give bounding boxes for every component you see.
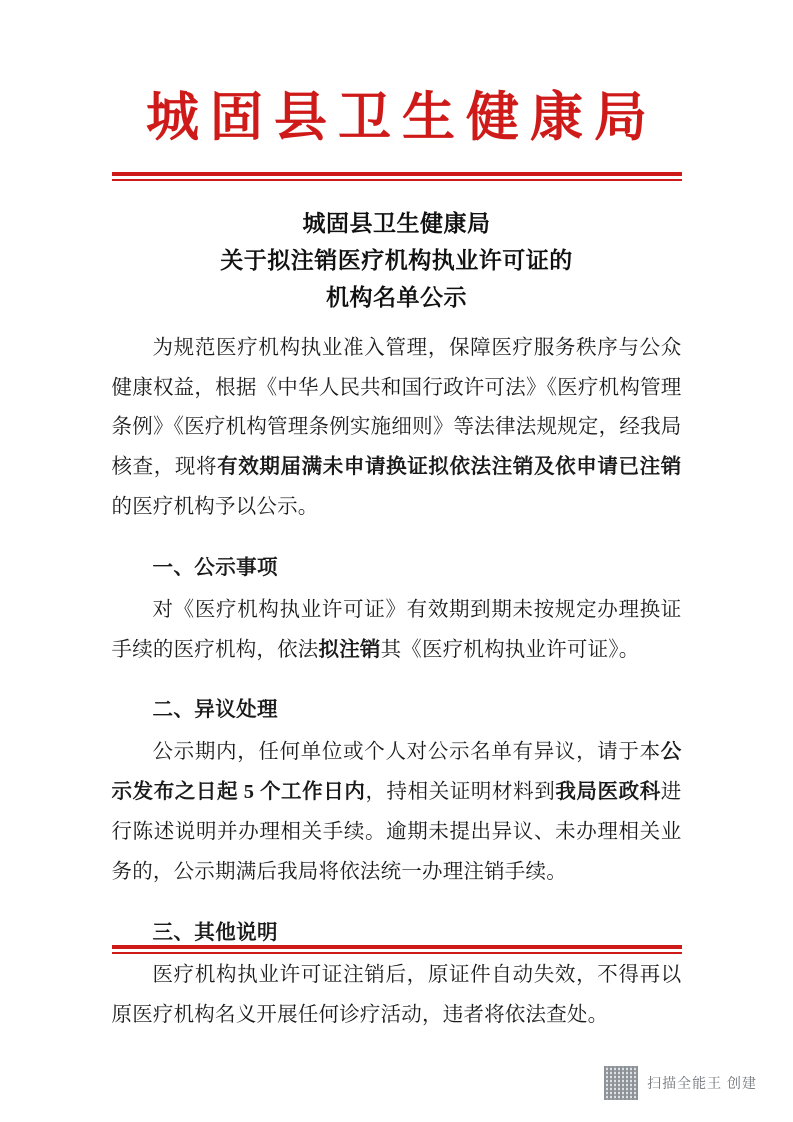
section-1-part-1: 对《医疗机构执业许可证》有效期到期未按规定办理换证手续的医疗机构，依法 <box>111 598 682 661</box>
header-rule-group <box>112 172 682 181</box>
document-body <box>112 181 682 1036</box>
section-2-emphasis-2: 我局医政科 <box>555 781 661 804</box>
intro-part-1: 为规范医疗机构执业准入管理，保障医疗服务秩序与公众健康权益，根据《中华人民共和国行政许可法》《医疗机构管理条例》《医疗机构管理条例实施细则》等法律法规规定，经我局核查，现将 <box>111 336 682 479</box>
document-title-line-3: 机构名单公示 <box>326 285 467 311</box>
masthead <box>0 0 793 146</box>
scanner-watermark <box>604 1066 757 1100</box>
footer-rule-thin <box>112 952 682 954</box>
section-2-emphasis-1: 公示发布之日起 5 个工作日内 <box>111 741 682 804</box>
intro-paragraph <box>112 329 682 529</box>
section-1-emphasis: 拟注销 <box>318 638 381 661</box>
section-3-paragraph: 医疗机构执业许可证注销后，原证件自动失效，不得再以原医疗机构名义开展任何诊疗活动，违者将依法查处。 <box>111 963 682 1026</box>
section-2-paragraph <box>112 733 682 893</box>
watermark-label: 扫描全能王 创建 <box>647 1075 757 1091</box>
document-title-line-1: 城固县卫生健康局 <box>302 210 491 236</box>
masthead-title: 城固县卫生健康局 <box>146 86 658 148</box>
intro-emphasis: 有效期届满未申请换证拟依法注销及依申请已注销 <box>217 456 682 479</box>
section-2-part-1: 公示期内，任何单位或个人对公示名单有异议，请于本 <box>152 741 661 764</box>
section-2-part-3: 进行陈述说明并办理相关手续。逾期未提出异议、未办理相关业务的，公示期满后我局将依法统一办理注销手续。 <box>111 781 682 884</box>
document-title-line-2: 关于拟注销医疗机构执业许可证的 <box>220 248 573 274</box>
section-1-paragraph <box>112 591 682 671</box>
section-1-part-2: 其《医疗机构执业许可证》。 <box>380 638 640 661</box>
qr-code-icon <box>604 1066 638 1100</box>
section-heading-2: 二、异议处理 <box>152 699 278 722</box>
section-heading-1: 一、公示事项 <box>152 556 278 579</box>
section-2-part-2: ，持相关证明材料到 <box>365 781 556 804</box>
footer-rule-group <box>112 945 682 954</box>
intro-part-2: 的医疗机构予以公示。 <box>111 496 319 519</box>
document-title <box>112 205 682 317</box>
section-heading-3: 三、其他说明 <box>152 921 278 944</box>
